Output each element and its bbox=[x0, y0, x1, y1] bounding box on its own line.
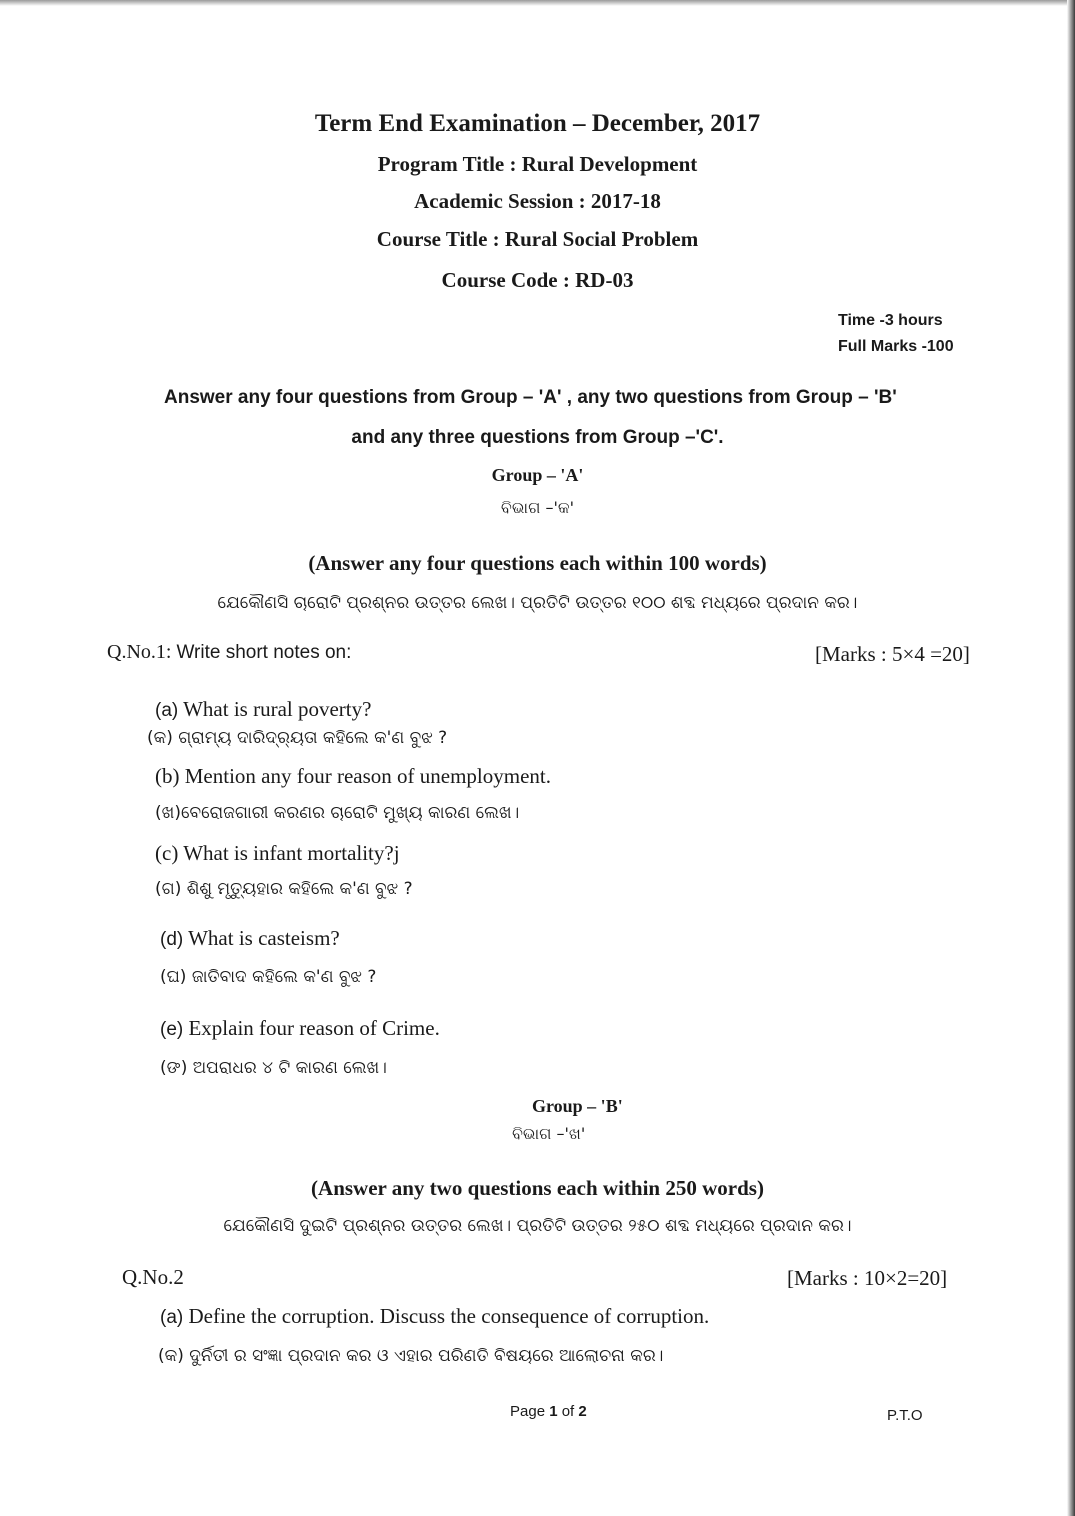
q1-item-e: (e) Explain four reason of Crime. bbox=[160, 1016, 440, 1040]
page-number: Page 1 of 2 bbox=[510, 1403, 587, 1420]
q1-item-d-odia: (ଘ) ଜାତିବାଦ କହିଲେ କ'ଣ ବୁଝ ? bbox=[160, 967, 377, 987]
course-title: Course Title : Rural Social Problem bbox=[376, 227, 699, 251]
time-allowed: Time -3 hours bbox=[838, 312, 943, 329]
question-1-marks: [Marks : 5×4 =20] bbox=[815, 642, 970, 666]
program-title: Program Title : Rural Development bbox=[377, 152, 698, 176]
group-b-title-odia: ବିଭାଗ –'ଖ' bbox=[512, 1124, 586, 1143]
group-a-instruction-odia: ଯେକୌଣସି ଚାରୋଟି ପ୍ରଶ୍ନର ଉତ୍ତର ଲେଖ। ପ୍ରତିଟି ଉତ୍ତର ୧୦୦ ଶବ୍ଦ ମଧ୍ୟରେ ପ୍ରଦାନ କର। bbox=[217, 593, 858, 613]
instruction-line-2: and any three questions from Group –'C'. bbox=[351, 427, 724, 448]
group-a-title: Group – 'A' bbox=[491, 465, 584, 485]
q2-item-a: (a) Define the corruption. Discuss the consequence of corruption. bbox=[160, 1304, 710, 1328]
group-a-instruction: (Answer any four questions each within 100 words) bbox=[308, 551, 767, 575]
q1-item-c: (c) What is infant mortality?j bbox=[155, 841, 400, 865]
instruction-line-1: Answer any four questions from Group – 'A' , any two questions from Group – 'B' bbox=[164, 387, 897, 408]
academic-session: Academic Session : 2017-18 bbox=[414, 189, 661, 213]
question-2-label: Q.No.2 bbox=[122, 1265, 184, 1289]
full-marks: Full Marks -100 bbox=[838, 338, 954, 355]
group-b-instruction-odia: ଯେକୌଣସି ଦୁଇଟି ପ୍ରଶ୍ନର ଉତ୍ତର ଲେଖ। ପ୍ରତିଟି ଉତ୍ତର ୨୫୦ ଶବ୍ଦ ମଧ୍ୟରେ ପ୍ରଦାନ କର। bbox=[223, 1216, 852, 1236]
group-b-instruction: (Answer any two questions each within 250 words) bbox=[311, 1176, 764, 1200]
q1-item-e-odia: (ଙ) ଅପରାଧର ୪ ଟି କାରଣ ଲେଖ। bbox=[160, 1058, 387, 1078]
exam-title: Term End Examination – December, 2017 bbox=[314, 110, 761, 137]
question-1-text: Write short notes on: bbox=[176, 642, 352, 663]
q2-item-a-odia: (କ) ଦୁର୍ନିତୀ ର ସଂଜ୍ଞା ପ୍ରଦାନ କର ଓ ଏହାର ପରିଣତି ବିଷୟରେ ଆଲୋଚନା କର। bbox=[158, 1346, 664, 1366]
q1-item-b-odia: (ଖ)ବେରୋଜଗାରୀ କରଣର ଚାରୋଟି ମୁଖ୍ୟ କାରଣ ଲେଖ। bbox=[155, 803, 520, 823]
q1-item-d: (d) What is casteism? bbox=[160, 926, 340, 950]
question-2-marks: [Marks : 10×2=20] bbox=[787, 1266, 948, 1290]
question-1-label: Q.No.1: bbox=[107, 641, 172, 663]
q1-item-c-odia: (ଗ) ଶିଶୁ ମୃତ୍ୟୁହାର କହିଲେ କ'ଣ ବୁଝ ? bbox=[155, 879, 413, 899]
pto-note: P.T.O bbox=[887, 1407, 923, 1424]
group-b-title: Group – 'B' bbox=[532, 1096, 623, 1116]
q1-item-b: (b) Mention any four reason of unemployment. bbox=[155, 764, 551, 788]
q1-item-a: (a) What is rural poverty? bbox=[155, 697, 372, 721]
course-code: Course Code : RD-03 bbox=[441, 268, 634, 292]
q1-item-a-odia: (କ) ଗ୍ରାମ୍ୟ ଦାରିଦ୍ର୍ୟତା କହିଲେ କ'ଣ ବୁଝ ? bbox=[147, 728, 448, 748]
group-a-title-odia: ବିଭାଗ –'କ' bbox=[500, 498, 575, 517]
question-1-heading bbox=[107, 641, 351, 664]
scan-edge-top bbox=[0, 0, 1075, 6]
